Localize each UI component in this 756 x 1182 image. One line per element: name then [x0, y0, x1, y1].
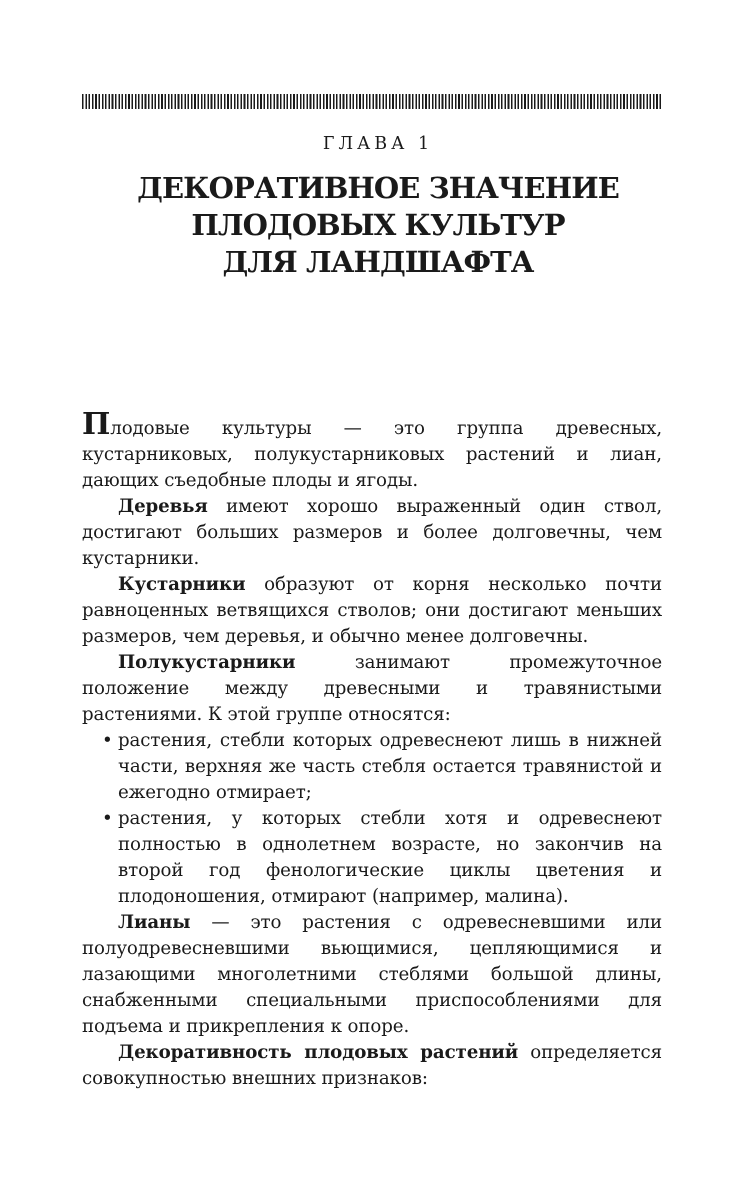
paragraph-trees [82, 494, 662, 572]
paragraph-subshrubs [82, 650, 662, 728]
bullet-marker: • [102, 808, 113, 829]
body-text [82, 407, 662, 1092]
chapter-title-line: ПЛОДОВЫХ КУЛЬТУР [191, 208, 565, 242]
chapter-label: ГЛАВА 1 [322, 134, 434, 154]
chapter-title-line: ДЕКОРАТИВНОЕ ЗНАЧЕНИЕ [137, 171, 619, 205]
bullet-marker: • [102, 730, 113, 751]
bullet-list [82, 728, 662, 910]
term: Деревья [118, 496, 208, 517]
paragraph-text: образуют от корня несколько почти равноценных ветвящихся стволов; они достигают меньших размеров, чем деревья, и обычно менее долговечны. [82, 574, 662, 647]
paragraph-lianas [82, 910, 662, 1040]
paragraph-text: — это растения с одревесневшими или полуодревесневшими вьющимися, цепляющимися и лазающими многолетними стеблями большой длины, снабженными специальными приспособлениями для подъема и прикрепления к опоре. [82, 912, 662, 1037]
list-item [82, 728, 662, 806]
paragraph-intro [82, 407, 662, 494]
paragraph-decorativeness [82, 1040, 662, 1092]
list-item [82, 806, 662, 910]
paragraph-text: имеют хорошо выраженный один ствол, достигают больших размеров и более долговечны, чем кустарники. [82, 496, 662, 569]
chapter-title [0, 170, 756, 281]
term: Декоративность плодовых растений [118, 1042, 519, 1063]
paragraph-text: лодовые культуры — это группа древесных, кустарниковых, полукустарниковых растений и лиан, дающих съедобные плоды и ягоды. [82, 418, 662, 491]
decorative-rule [82, 94, 662, 109]
term: Лианы [118, 912, 191, 933]
term: Кустарники [118, 574, 246, 595]
list-item-text: растения, у которых стебли хотя и одревеснеют полностью в однолетнем возрасте, но закончив на второй год фенологические циклы цветения и плодоношения, отмирают (например, малина). [118, 808, 662, 907]
list-item-text: растения, стебли которых одревеснеют лишь в нижней части, верхняя же часть стебля остается травянистой и ежегодно отмирает; [118, 730, 662, 803]
drop-cap: П [82, 407, 111, 442]
paragraph-text: определяется совокупностью внешних признаков: [82, 1042, 662, 1089]
paragraph-shrubs [82, 572, 662, 650]
paragraph-text: занимают промежуточное положение между древесными и травянистыми растениями. К этой группе относятся: [82, 652, 662, 725]
term: Полукустарники [118, 652, 296, 673]
chapter-title-line: ДЛЯ ЛАНДШАФТА [222, 245, 534, 279]
